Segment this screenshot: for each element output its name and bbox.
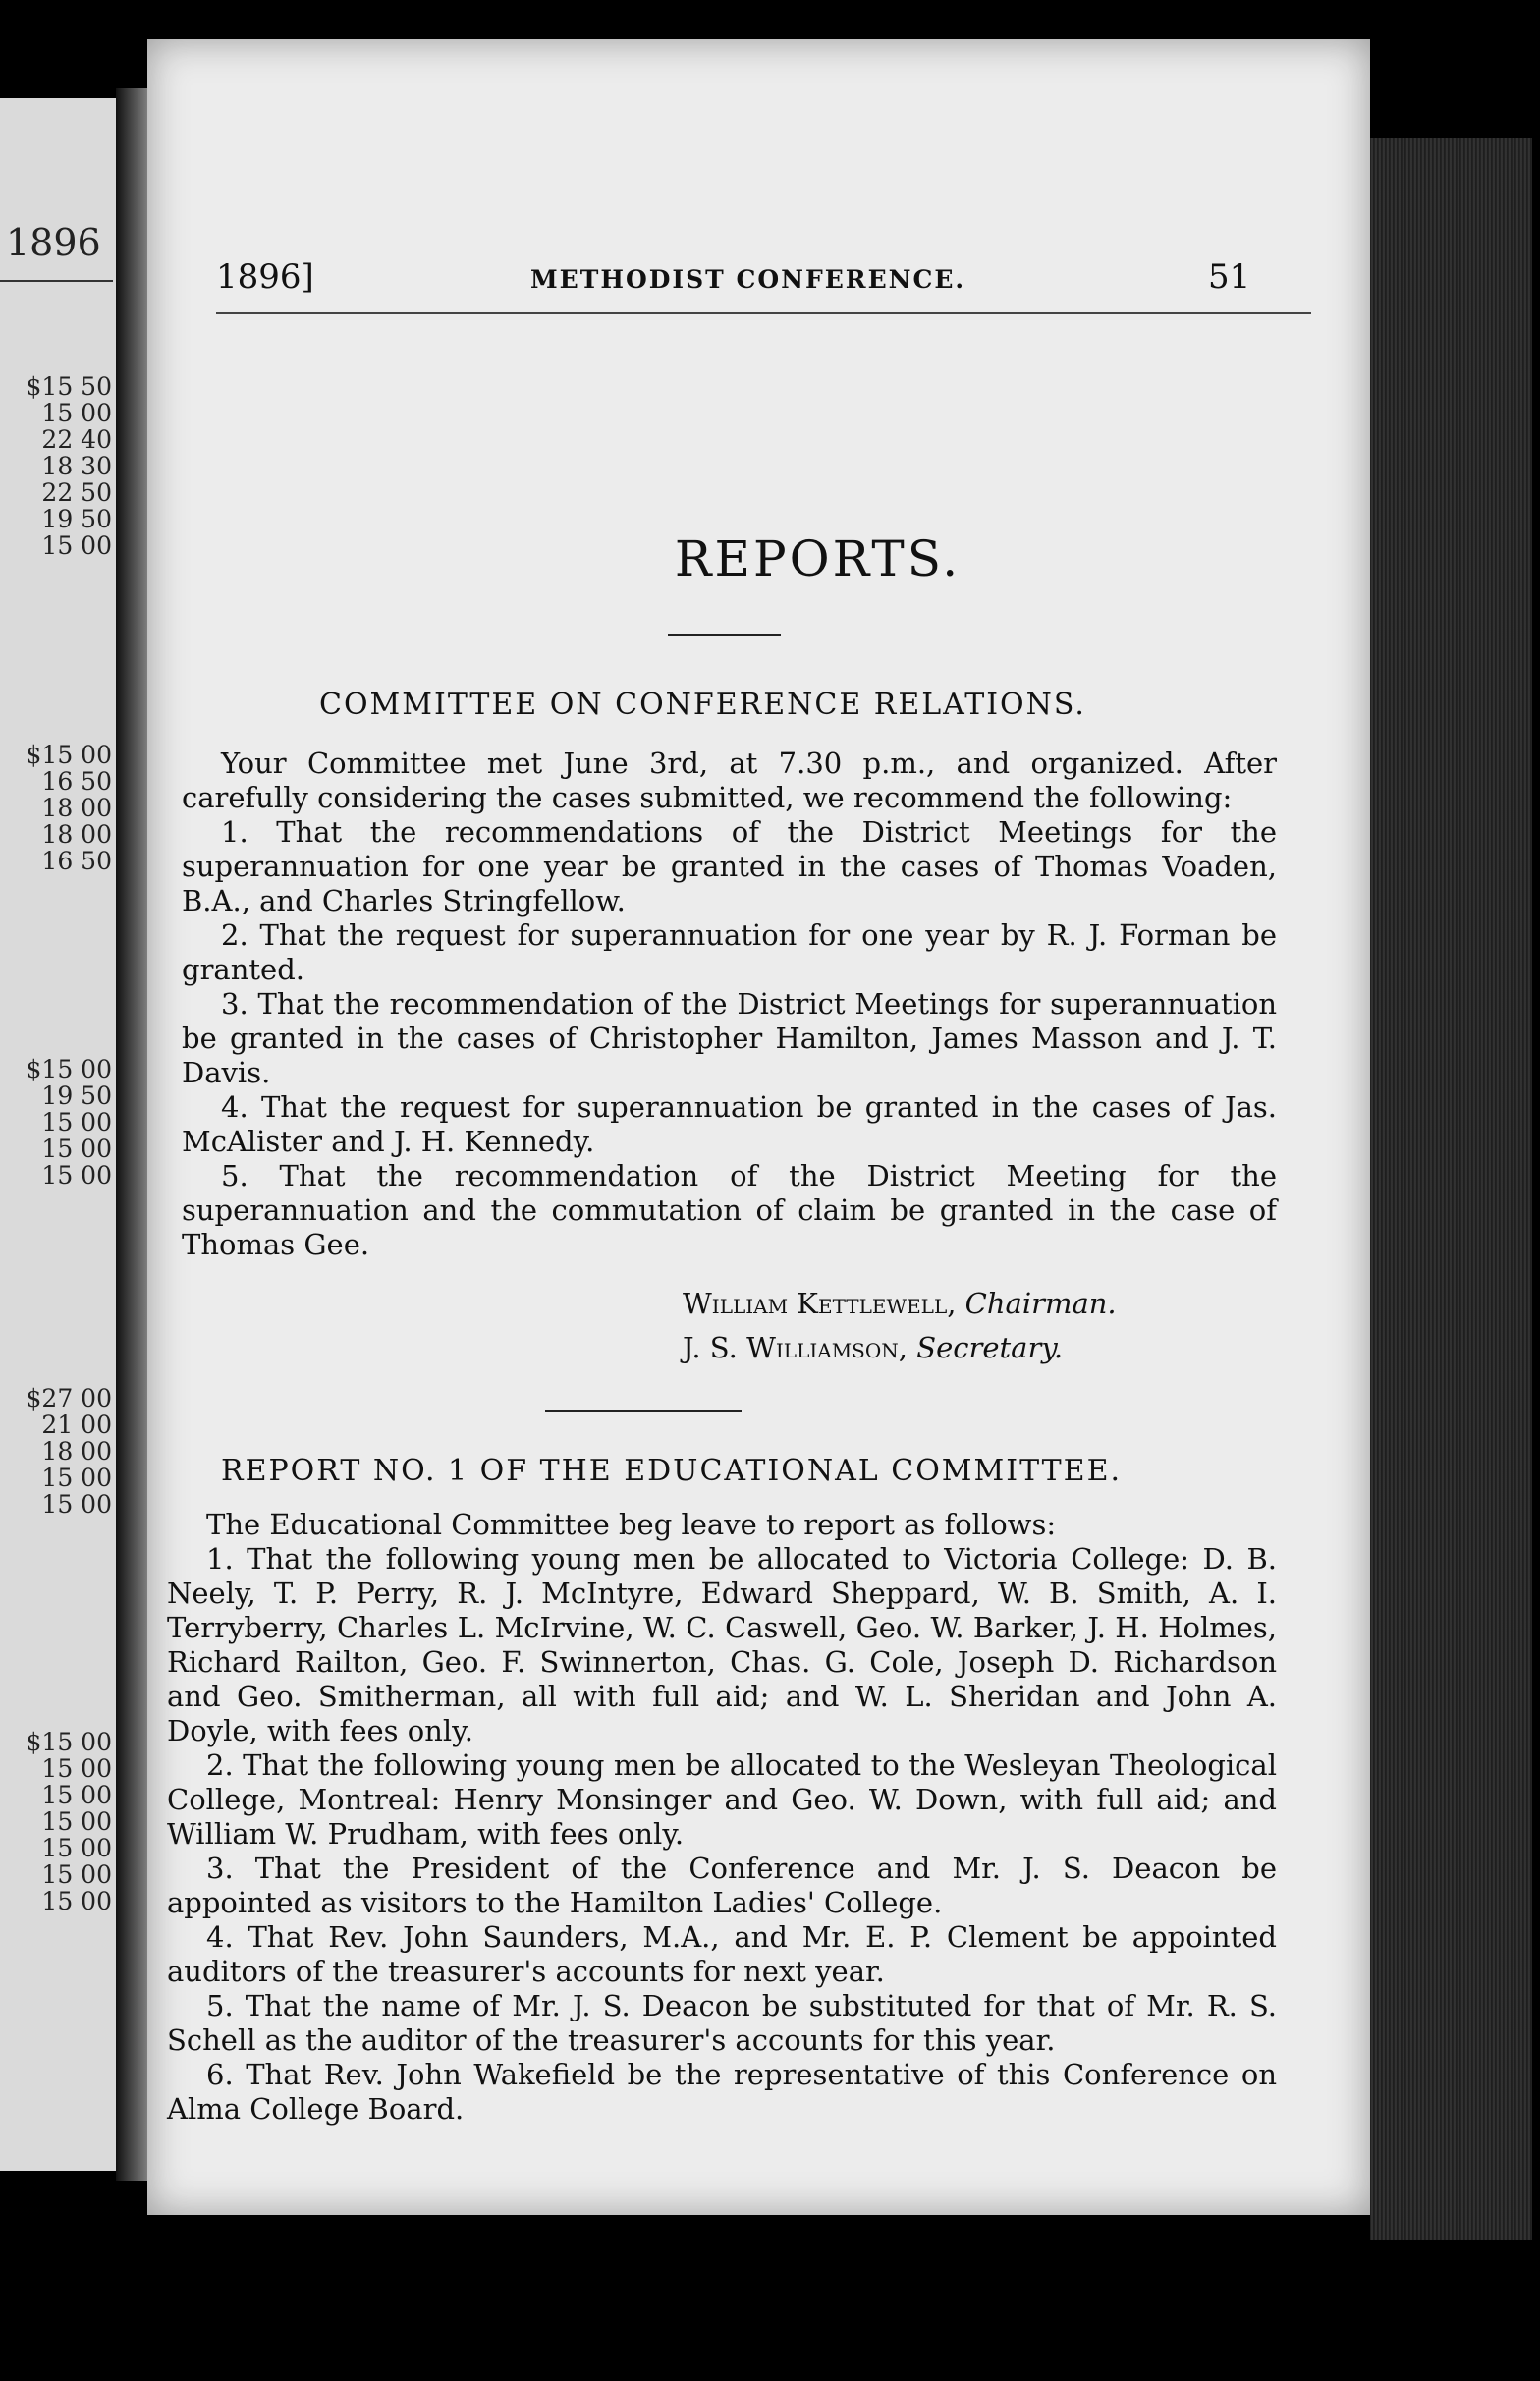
- amount-column-3: [27, 1056, 112, 1189]
- educational-intro: The Educational Committee beg leave to report as follows:: [206, 1508, 1057, 1541]
- amount-value: 15 00: [41, 1464, 112, 1492]
- amount-value: 15 00: [41, 1887, 112, 1915]
- running-head-title: METHODIST CONFERENCE.: [530, 265, 966, 294]
- educational-item-5: 5. That the name of Mr. J. S. Deacon be substituted for that of Mr. R. S. Schell as the auditor of the treasurer's accounts for this year.: [167, 1989, 1277, 2057]
- chairman-role: Chairman.: [964, 1287, 1117, 1320]
- educational-item-6: 6. That Rev. John Wakefield be the representative of this Conference on Alma College Board.: [167, 2058, 1277, 2126]
- header-rule: [216, 312, 1311, 314]
- amount-value: 16 50: [41, 847, 112, 875]
- relations-item-3: 3. That the recommendation of the District Meetings for superannuation be granted in the cases of Christopher Hamilton, James Masson and J. T. Davis.: [182, 987, 1277, 1089]
- amount-value: 18 30: [41, 452, 112, 480]
- amount-column-1: [27, 373, 112, 559]
- amount-value: 15 00: [41, 531, 112, 560]
- section-divider: [545, 1410, 742, 1412]
- amount-value: $15 00: [26, 1055, 112, 1083]
- amount-value: 18 00: [41, 1437, 112, 1466]
- amount-value: 19 50: [41, 1081, 112, 1110]
- amount-value: 15 00: [41, 1860, 112, 1889]
- amount-value: 15 00: [41, 1490, 112, 1519]
- relations-item-5: 5. That the recommendation of the District Meeting for the superannuation and the commutation of claim be granted in the case of Thomas Gee.: [182, 1159, 1277, 1261]
- relations-item-4: 4. That the request for superannuation be granted in the cases of Jas. McAlister and J. H. Kennedy.: [182, 1090, 1277, 1158]
- chairman-signature: [683, 1287, 1117, 1320]
- amount-value: $15 00: [26, 1728, 112, 1756]
- chairman-name: William Kettlewell,: [683, 1287, 957, 1320]
- educational-item-1: 1. That the following young men be allocated to Victoria College: D. B. Neely, T. P. Perry, R. J. McIntyre, Edward Sheppard, W. B. Smith, A. I. Terryberry, Charles L. McIrvine, W. C. Caswell, Geo. W. Barker, J. H. Holmes, Richard Railton, Geo. F. Swinnerton, Chas. G. Cole, Joseph D. Richardson and Geo. Smitherman, all with full aid; and W. L. Sheridan and John A. Doyle, with fees only.: [167, 1542, 1277, 1747]
- amount-column-2: [27, 742, 112, 874]
- main-page: [147, 39, 1370, 2215]
- committee-relations-title: COMMITTEE ON CONFERENCE RELATIONS.: [319, 688, 1086, 722]
- secretary-name: J. S. Williamson,: [683, 1331, 908, 1364]
- amount-value: $27 00: [26, 1384, 112, 1412]
- educational-body: [167, 1508, 1277, 2127]
- educational-item-4: 4. That Rev. John Saunders, M.A., and Mr. E. P. Clement be appointed auditors of the treasurer's accounts for next year.: [167, 1920, 1277, 1988]
- amount-value: $15 00: [26, 741, 112, 769]
- amount-value: $15 50: [26, 372, 112, 401]
- amount-value: 18 00: [41, 794, 112, 822]
- amount-value: 15 00: [41, 1807, 112, 1836]
- left-facing-page: [0, 98, 120, 2171]
- educational-item-2: 2. That the following young men be allocated to the Wesleyan Theological College, Montreal: Henry Monsinger and Geo. W. Down, with full aid; and William W. Prudham, with fees only.: [167, 1748, 1277, 1851]
- relations-item-2: 2. That the request for superannuation for one year by R. J. Forman be granted.: [182, 918, 1277, 986]
- amount-column-4: [27, 1385, 112, 1518]
- amount-value: 15 00: [41, 1108, 112, 1136]
- educational-committee-title: REPORT NO. 1 OF THE EDUCATIONAL COMMITTEE.: [221, 1454, 1122, 1488]
- amount-value: 15 00: [41, 1161, 112, 1190]
- amount-column-5: [27, 1729, 112, 1914]
- amount-value: 22 40: [41, 425, 112, 454]
- amount-value: 21 00: [41, 1411, 112, 1439]
- left-page-year: 1896: [6, 221, 101, 264]
- educational-item-3: 3. That the President of the Conference and Mr. J. S. Deacon be appointed as visitors to the Hamilton Ladies' College.: [167, 1852, 1277, 1919]
- book-page-edges: [1370, 138, 1532, 2240]
- amount-value: 15 00: [41, 1754, 112, 1783]
- left-page-header-rule: [0, 280, 113, 282]
- committee-relations-intro: Your Committee met June 3rd, at 7.30 p.m., and organized. After carefully considering the cases submitted, we recommend the following:: [182, 747, 1277, 814]
- secretary-signature: [683, 1331, 1063, 1364]
- secretary-role: Secretary.: [916, 1331, 1064, 1364]
- amount-value: 22 50: [41, 478, 112, 507]
- amount-value: 16 50: [41, 767, 112, 796]
- committee-relations-body: [182, 747, 1277, 1262]
- amount-value: 18 00: [41, 820, 112, 849]
- amount-value: 15 00: [41, 399, 112, 427]
- reports-heading: REPORTS.: [674, 530, 962, 587]
- page-number: 51: [1208, 257, 1251, 297]
- amount-value: 19 50: [41, 505, 112, 533]
- section-divider: [668, 634, 781, 636]
- amount-value: 15 00: [41, 1834, 112, 1862]
- relations-item-1: 1. That the recommendations of the District Meetings for the superannuation for one year be granted in the cases of Thomas Voaden, B.A., and Charles Stringfellow.: [182, 815, 1277, 917]
- amount-value: 15 00: [41, 1781, 112, 1809]
- amount-value: 15 00: [41, 1135, 112, 1163]
- running-head-year: 1896]: [216, 257, 314, 297]
